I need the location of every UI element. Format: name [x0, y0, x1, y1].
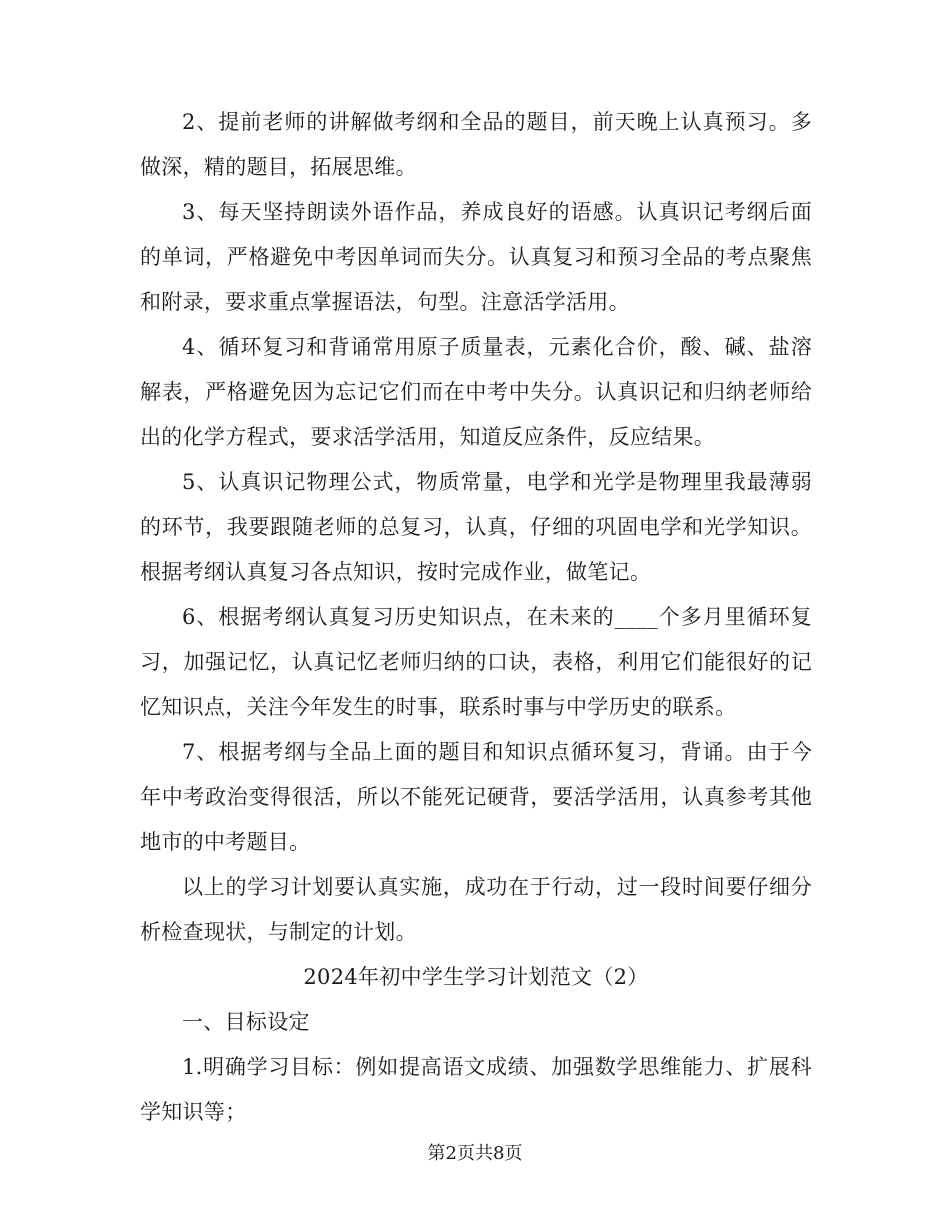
document-body — [140, 100, 812, 1135]
section-title: 2024年初中学生学习计划范文（2） — [303, 965, 649, 989]
paragraph-item-2: 2、提前老师的讲解做考纲和全品的题目，前天晚上认真预习。多做深，精的题目，拓展思维。 — [140, 110, 812, 179]
paragraph-item-5: 5、认真识记物理公式，物质常量，电学和光学是物理里我最薄弱的环节，我要跟随老师的总复习，认真，仔细的巩固电学和光学知识。根据考纲认真复习各点知识，按时完成作业，做笔记。 — [140, 470, 812, 584]
section-heading-goal-setting: 一、目标设定 — [182, 1010, 310, 1034]
paragraph-conclusion: 以上的学习计划要认真实施，成功在于行动，过一段时间要仔细分析检查现状，与制定的计划。 — [140, 875, 812, 944]
paragraph-item-3: 3、每天坚持朗读外语作品，养成良好的语感。认真识记考纲后面的单词，严格避免中考因单词而失分。认真复习和预习全品的考点聚焦和附录，要求重点掌握语法，句型。注意活学活用。 — [140, 200, 812, 314]
paragraph-goal-1: 1.明确学习目标：例如提高语文成绩、加强数学思维能力、扩展科学知识等； — [140, 1055, 812, 1124]
paragraph-item-6: 6、根据考纲认真复习历史知识点，在未来的____个多月里循环复习，加强记忆，认真记忆老师归纳的口诀，表格，利用它们能很好的记忆知识点，关注今年发生的时事，联系时事与中学历史的联系。 — [140, 605, 812, 719]
paragraph-item-4: 4、循环复习和背诵常用原子质量表，元素化合价，酸、碱、盐溶解表，严格避免因为忘记它们而在中考中失分。认真识记和归纳老师给出的化学方程式，要求活学活用，知道反应条件，反应结果。 — [140, 335, 812, 449]
page-number-footer: 第2页共8页 — [427, 1143, 523, 1164]
paragraph-item-7: 7、根据考纲与全品上面的题目和知识点循环复习，背诵。由于今年中考政治变得很活，所以不能死记硬背，要活学活用，认真参考其他地市的中考题目。 — [140, 740, 812, 854]
